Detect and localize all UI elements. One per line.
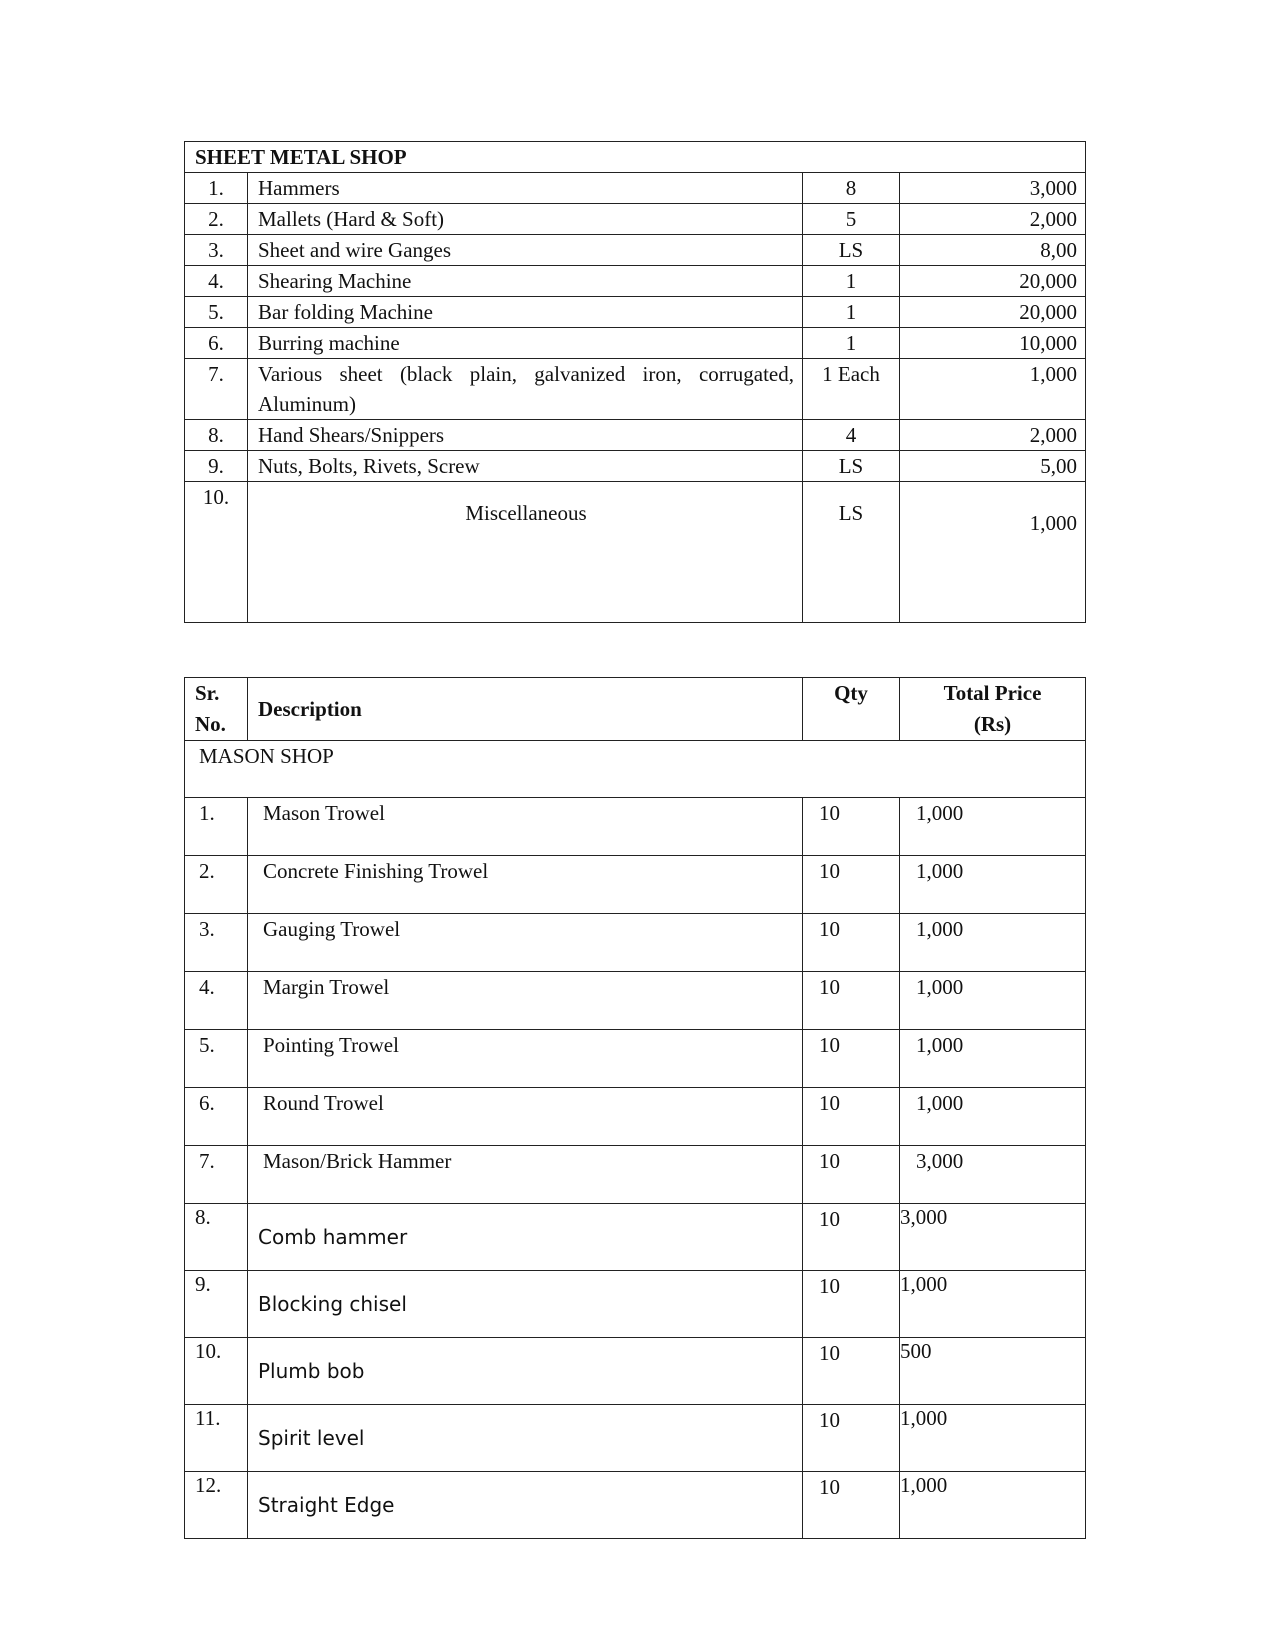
qty-cell: 10 <box>803 1271 900 1338</box>
sr-cell: 7. <box>185 1146 248 1204</box>
description-cell: Mallets (Hard & Soft) <box>248 204 803 235</box>
description-cell: Hammers <box>248 173 803 204</box>
price-cell: 2,000 <box>900 204 1086 235</box>
description-cell: Bar folding Machine <box>248 297 803 328</box>
table-row <box>185 204 1086 235</box>
table-row <box>185 173 1086 204</box>
description-cell: Plumb bob <box>248 1338 803 1405</box>
header-sr-no <box>185 678 248 741</box>
sr-cell: 1. <box>185 798 248 856</box>
sr-cell: 4. <box>185 972 248 1030</box>
table-row <box>185 1472 1086 1539</box>
price-cell: 1,000 <box>900 914 1086 972</box>
sr-cell: 2. <box>185 856 248 914</box>
price-cell: 8,00 <box>900 235 1086 266</box>
mason-shop-title: MASON SHOP <box>185 741 1086 798</box>
sr-cell: 7. <box>185 359 248 420</box>
table-row <box>185 972 1086 1030</box>
price-cell: 5,00 <box>900 451 1086 482</box>
table-row <box>185 451 1086 482</box>
header-sr-line2: No. <box>195 712 226 736</box>
table-row <box>185 856 1086 914</box>
qty-cell: LS <box>803 235 900 266</box>
sr-cell: 6. <box>185 1088 248 1146</box>
description-cell: Sheet and wire Ganges <box>248 235 803 266</box>
description-cell: Hand Shears/Snippers <box>248 420 803 451</box>
price-cell: 1,000 <box>900 482 1086 623</box>
price-cell: 1,000 <box>900 1271 1086 1338</box>
price-cell: 10,000 <box>900 328 1086 359</box>
price-cell: 3,000 <box>900 1146 1086 1204</box>
sr-cell: 6. <box>185 328 248 359</box>
sheet-metal-shop-title: SHEET METAL SHOP <box>185 142 1086 173</box>
table-header-row <box>185 678 1086 741</box>
mason-shop-title-row <box>185 741 1086 798</box>
table-row <box>185 1088 1086 1146</box>
table-row <box>185 1271 1086 1338</box>
qty-cell: 1 Each <box>803 359 900 420</box>
table-row <box>185 798 1086 856</box>
qty-cell: 5 <box>803 204 900 235</box>
sr-cell: 5. <box>185 1030 248 1088</box>
qty-cell: 10 <box>803 798 900 856</box>
description-cell: Various sheet (black plain, galvanized iron, corrugated, Aluminum) <box>248 359 803 420</box>
header-total-price <box>900 678 1086 741</box>
qty-cell: 10 <box>803 1088 900 1146</box>
qty-cell: 10 <box>803 1146 900 1204</box>
sr-cell: 9. <box>185 1271 248 1338</box>
sr-cell: 12. <box>185 1472 248 1539</box>
price-cell: 1,000 <box>900 359 1086 420</box>
qty-cell: LS <box>803 482 900 623</box>
table-row <box>185 1204 1086 1271</box>
sr-cell: 3. <box>185 914 248 972</box>
table-row <box>185 1338 1086 1405</box>
table-row <box>185 914 1086 972</box>
sr-cell: 11. <box>185 1405 248 1472</box>
header-price-line1: Total Price <box>943 681 1042 705</box>
price-cell: 1,000 <box>900 856 1086 914</box>
qty-cell: LS <box>803 451 900 482</box>
description-cell: Blocking chisel <box>248 1271 803 1338</box>
qty-cell: 10 <box>803 972 900 1030</box>
description-cell: Mason/Brick Hammer <box>248 1146 803 1204</box>
sr-cell: 8. <box>185 1204 248 1271</box>
table-row <box>185 359 1086 420</box>
header-sr-line1: Sr. <box>195 681 220 705</box>
sr-cell: 5. <box>185 297 248 328</box>
sr-cell: 8. <box>185 420 248 451</box>
table-row <box>185 420 1086 451</box>
description-cell: Nuts, Bolts, Rivets, Screw <box>248 451 803 482</box>
table-row <box>185 482 1086 623</box>
qty-cell: 1 <box>803 297 900 328</box>
sr-cell: 10. <box>185 1338 248 1405</box>
qty-cell: 10 <box>803 856 900 914</box>
description-cell: Shearing Machine <box>248 266 803 297</box>
table-row <box>185 297 1086 328</box>
sr-cell: 9. <box>185 451 248 482</box>
description-cell: Mason Trowel <box>248 798 803 856</box>
qty-cell: 8 <box>803 173 900 204</box>
qty-cell: 10 <box>803 1472 900 1539</box>
sheet-metal-shop-table <box>184 141 1086 623</box>
price-cell: 1,000 <box>900 972 1086 1030</box>
description-cell: Margin Trowel <box>248 972 803 1030</box>
description-cell: Straight Edge <box>248 1472 803 1539</box>
price-cell: 1,000 <box>900 798 1086 856</box>
description-cell: Gauging Trowel <box>248 914 803 972</box>
description-cell: Comb hammer <box>248 1204 803 1271</box>
price-cell: 3,000 <box>900 173 1086 204</box>
price-cell: 500 <box>900 1338 1086 1405</box>
price-cell: 1,000 <box>900 1405 1086 1472</box>
description-cell: Round Trowel <box>248 1088 803 1146</box>
table-row <box>185 1146 1086 1204</box>
description-cell: Miscellaneous <box>248 482 803 623</box>
header-price-line2: (Rs) <box>973 712 1012 736</box>
price-cell: 20,000 <box>900 297 1086 328</box>
description-cell: Concrete Finishing Trowel <box>248 856 803 914</box>
qty-cell: 10 <box>803 1204 900 1271</box>
price-cell: 3,000 <box>900 1204 1086 1271</box>
table-row <box>185 266 1086 297</box>
price-cell: 20,000 <box>900 266 1086 297</box>
qty-cell: 1 <box>803 328 900 359</box>
qty-cell: 10 <box>803 1030 900 1088</box>
description-cell: Spirit level <box>248 1405 803 1472</box>
sheet-metal-title-row <box>185 142 1086 173</box>
sr-cell: 10. <box>185 482 248 623</box>
qty-cell: 1 <box>803 266 900 297</box>
table-row <box>185 1030 1086 1088</box>
sr-cell: 4. <box>185 266 248 297</box>
qty-cell: 4 <box>803 420 900 451</box>
qty-cell: 10 <box>803 914 900 972</box>
sr-cell: 2. <box>185 204 248 235</box>
price-cell: 1,000 <box>900 1088 1086 1146</box>
table-row <box>185 328 1086 359</box>
qty-cell: 10 <box>803 1405 900 1472</box>
mason-shop-table <box>184 677 1086 1539</box>
header-description: Description <box>248 678 803 741</box>
table-row <box>185 235 1086 266</box>
price-cell: 2,000 <box>900 420 1086 451</box>
table-row <box>185 1405 1086 1472</box>
price-cell: 1,000 <box>900 1472 1086 1539</box>
sr-cell: 3. <box>185 235 248 266</box>
price-cell: 1,000 <box>900 1030 1086 1088</box>
qty-cell: 10 <box>803 1338 900 1405</box>
description-cell: Burring machine <box>248 328 803 359</box>
sr-cell: 1. <box>185 173 248 204</box>
description-cell: Pointing Trowel <box>248 1030 803 1088</box>
header-qty: Qty <box>803 678 900 741</box>
